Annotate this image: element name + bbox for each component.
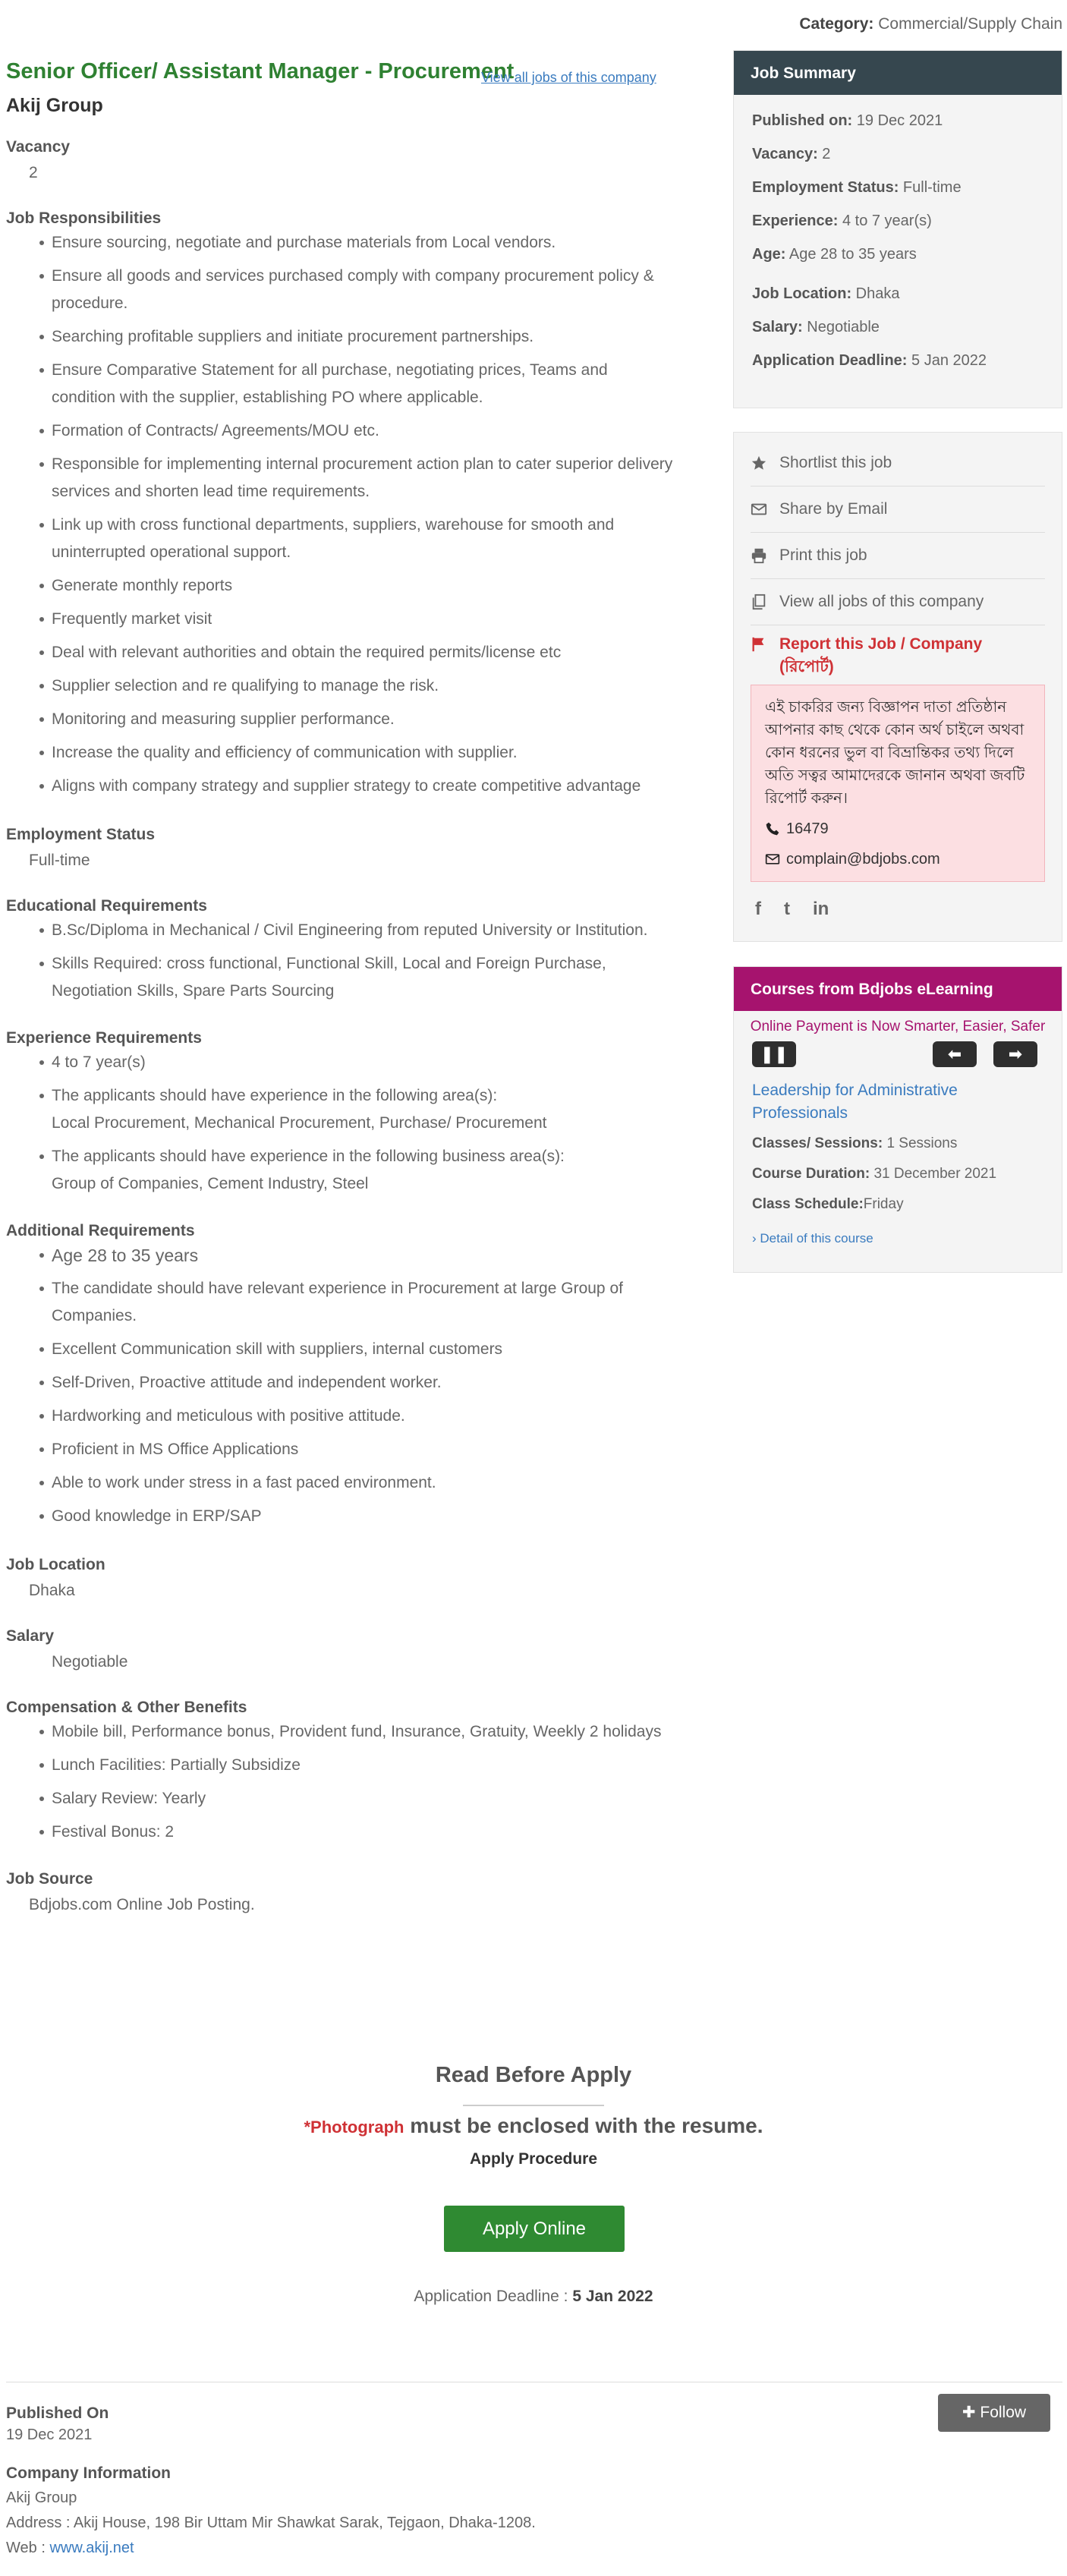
company-info-name: Akij Group <box>6 2489 77 2506</box>
list-item: Supplier selection and re qualifying to manage the risk. <box>6 672 674 700</box>
view-all-jobs-button[interactable]: View all jobs of this company <box>751 579 1045 625</box>
job-details <box>6 53 674 1914</box>
list-item: Generate monthly reports <box>6 572 674 600</box>
experience-list <box>6 1049 674 1198</box>
vacancy-heading: Vacancy <box>6 138 71 156</box>
salary-value: Negotiable <box>52 1653 128 1671</box>
benefits-heading: Compensation & Other Benefits <box>6 1699 247 1716</box>
additional-section <box>6 1222 674 1530</box>
list-item <box>6 1143 674 1198</box>
photograph-notice: *Photograph must be enclosed with the resume. <box>304 2114 763 2137</box>
experience-area-value: Local Procurement, Mechanical Procurement, Purchase/ Procurement <box>52 1114 547 1132</box>
chevron-right-icon: › <box>752 1231 757 1245</box>
envelope-icon <box>751 501 767 518</box>
list-item: Excellent Communication skill with suppliers, internal customers <box>6 1336 674 1363</box>
education-heading: Educational Requirements <box>6 897 207 915</box>
report-notice-text: এই চাকরির জন্য বিজ্ঞাপন দাতা প্রতিষ্ঠান আপনার কাছ থেকে কোন অর্থ চাইলে অথবা কোন ধরনের ভুল বা বিভ্রান্তিকর তথ্য দিলে অতি সত্বর আমাদেরকে জানান অথবা জবটি রিপোর্ট করুন। <box>765 699 1025 807</box>
list-item: 4 to 7 year(s) <box>6 1049 674 1076</box>
list-item: Good knowledge in ERP/SAP <box>6 1503 674 1530</box>
job-category: Category: Commercial/Supply Chain <box>799 15 1062 33</box>
report-notice-box <box>751 685 1045 882</box>
job-location-section <box>6 1556 674 1600</box>
list-item: Mobile bill, Performance bonus, Provident fund, Insurance, Gratuity, Weekly 2 holidays <box>6 1718 674 1746</box>
summary-row: Vacancy: 2 <box>752 146 831 162</box>
responsibilities-heading: Job Responsibilities <box>6 209 162 227</box>
apply-online-button[interactable]: Apply Online <box>444 2206 625 2252</box>
company-name: Akij Group <box>6 95 103 116</box>
list-item: Hardworking and meticulous with positive attitude. <box>6 1403 674 1430</box>
apply-procedure-heading: Apply Procedure <box>469 2150 598 2168</box>
list-item: Deal with relevant authorities and obtain the required permits/license etc <box>6 639 674 666</box>
company-website-link[interactable]: www.akij.net <box>49 2540 134 2556</box>
summary-row: Age: Age 28 to 35 years <box>752 246 917 263</box>
job-actions-panel <box>733 432 1062 942</box>
course-title-link[interactable]: Leadership for Administrative Professionals <box>752 1082 958 1122</box>
printer-icon <box>751 547 767 564</box>
list-item: Lunch Facilities: Partially Subsidize <box>6 1752 674 1779</box>
list-item: The candidate should have relevant experience in Procurement at large Group of Companies. <box>6 1275 674 1330</box>
envelope-icon <box>765 852 780 867</box>
experience-area-title: The applicants should have experience in the following area(s): <box>52 1087 498 1104</box>
additional-heading: Additional Requirements <box>6 1222 195 1239</box>
education-list <box>6 917 674 1005</box>
salary-section <box>6 1627 674 1671</box>
list-item: Ensure Comparative Statement for all purchase, negotiating prices, Teams and condition with the supplier, establishing PO where applicable. <box>6 357 674 411</box>
shortlist-job-button[interactable]: Shortlist this job <box>751 440 1045 487</box>
published-on-heading: Published On <box>6 2404 109 2422</box>
company-info-heading: Company Information <box>6 2464 172 2482</box>
job-source-section <box>6 1870 674 1914</box>
course-detail-link[interactable]: › Detail of this course <box>752 1231 873 1245</box>
experience-heading: Experience Requirements <box>6 1029 202 1047</box>
phone-icon <box>765 821 780 836</box>
responsibilities-list <box>6 229 674 800</box>
company-footer <box>6 2404 689 2561</box>
list-item: Self-Driven, Proactive attitude and independent worker. <box>6 1369 674 1397</box>
list-item: B.Sc/Diploma in Mechanical / Civil Engineering from reputed University or Institution. <box>6 917 674 944</box>
courses-promo: Online Payment is Now Smarter, Easier, Safer <box>750 1019 1046 1034</box>
list-item: Monitoring and measuring supplier performance. <box>6 706 674 733</box>
summary-row: Published on: 19 Dec 2021 <box>752 112 943 129</box>
course-schedule: Class Schedule:Friday <box>752 1196 904 1212</box>
course-meta <box>734 1125 1062 1213</box>
job-summary-list <box>734 95 1062 398</box>
twitter-icon[interactable]: t <box>784 899 790 919</box>
vacancy-value: 2 <box>29 164 38 181</box>
experience-business-value: Group of Companies, Cement Industry, Steel <box>52 1175 369 1192</box>
salary-heading: Salary <box>6 1627 55 1645</box>
carousel-controls <box>734 1038 1062 1073</box>
course-duration: Course Duration: 31 December 2021 <box>752 1166 997 1182</box>
summary-row: Salary: Negotiable <box>752 319 880 335</box>
list-item: Skills Required: cross functional, Functional Skill, Local and Foreign Purchase, Negotiation Skills, Spare Parts Sourcing <box>6 950 674 1005</box>
job-summary-panel <box>733 50 1062 408</box>
courses-panel <box>733 966 1062 1273</box>
job-location-heading: Job Location <box>6 1556 105 1573</box>
responsibilities-section <box>6 209 674 800</box>
employment-status-value: Full-time <box>29 852 90 869</box>
course-classes: Classes/ Sessions: 1 Sessions <box>752 1135 958 1151</box>
summary-row: Application Deadline: 5 Jan 2022 <box>752 352 987 369</box>
divider <box>463 2105 604 2106</box>
arrow-left-icon[interactable]: ⬅ <box>933 1041 977 1067</box>
job-location-value: Dhaka <box>29 1582 75 1599</box>
flag-icon <box>751 636 767 653</box>
list-item: Festival Bonus: 2 <box>6 1819 674 1846</box>
list-item <box>6 1082 674 1137</box>
summary-row: Experience: 4 to 7 year(s) <box>752 213 932 229</box>
star-icon <box>751 455 767 471</box>
job-source-value: Bdjobs.com Online Job Posting. <box>29 1896 255 1913</box>
report-email: complain@bdjobs.com <box>765 848 1031 871</box>
job-title: Senior Officer/ Assistant Manager - Procurement <box>6 59 515 83</box>
list-item: Responsible for implementing internal procurement action plan to cater superior delivery services and shorten lead time requirements. <box>6 451 674 505</box>
social-share <box>751 882 1045 920</box>
summary-row: Employment Status: Full-time <box>752 179 962 196</box>
vacancy-section <box>6 138 674 182</box>
view-all-jobs-link[interactable]: View all jobs of this company <box>481 70 656 85</box>
benefits-section <box>6 1699 674 1846</box>
education-section <box>6 897 674 1005</box>
pause-icon[interactable]: ❚❚ <box>752 1041 796 1067</box>
courses-heading: Courses from Bdjobs eLearning <box>734 967 1062 1011</box>
list-item: Formation of Contracts/ Agreements/MOU etc. <box>6 417 674 445</box>
share-by-email-button[interactable]: Share by Email <box>751 487 1045 533</box>
list-item: Link up with cross functional departments, suppliers, warehouse for smooth and uninterrupted operational support. <box>6 512 674 566</box>
list-item: Frequently market visit <box>6 606 674 633</box>
company-address: Address : Akij House, 198 Bir Uttam Mir Shawkat Sarak, Tejgaon, Dhaka-1208. <box>6 2515 536 2531</box>
summary-row: Job Location: Dhaka <box>752 285 900 302</box>
print-job-button[interactable]: Print this job <box>751 533 1045 579</box>
experience-section <box>6 1029 674 1198</box>
application-deadline: Application Deadline : 5 Jan 2022 <box>414 2288 653 2305</box>
list-item: Searching profitable suppliers and initiate procurement partnerships. <box>6 323 674 351</box>
linkedin-icon[interactable]: in <box>813 899 829 919</box>
list-item: Proficient in MS Office Applications <box>6 1436 674 1463</box>
list-item: Age 28 to 35 years <box>6 1242 674 1269</box>
benefits-list <box>6 1718 674 1846</box>
follow-button[interactable]: ✚ Follow <box>938 2394 1050 2432</box>
arrow-right-icon[interactable]: ➡ <box>993 1041 1037 1067</box>
list-item: Salary Review: Yearly <box>6 1785 674 1812</box>
additional-list <box>6 1242 674 1530</box>
job-source-heading: Job Source <box>6 1870 93 1888</box>
report-phone: 16479 <box>765 817 1031 840</box>
company-web: Web : www.akij.net <box>6 2540 134 2556</box>
read-before-apply-heading: Read Before Apply <box>435 2063 632 2087</box>
employment-status-heading: Employment Status <box>6 826 156 843</box>
plus-icon: ✚ <box>962 2404 976 2421</box>
list-item: Increase the quality and efficiency of communication with supplier. <box>6 739 674 767</box>
employment-status-section <box>6 826 674 870</box>
list-item: Ensure sourcing, negotiate and purchase materials from Local vendors. <box>6 229 674 257</box>
experience-business-title: The applicants should have experience in the following business area(s): <box>52 1148 565 1165</box>
list-item: Aligns with company strategy and supplier strategy to create competitive advantage <box>6 773 674 800</box>
report-job-button[interactable]: Report this Job / Company (রিপোর্ট) <box>751 625 1045 685</box>
list-item: Able to work under stress in a fast paced environment. <box>6 1469 674 1497</box>
list-item: Ensure all goods and services purchased comply with company procurement policy & procedure. <box>6 263 674 317</box>
copy-icon <box>751 594 767 610</box>
published-on-value: 19 Dec 2021 <box>6 2426 93 2443</box>
job-summary-heading: Job Summary <box>734 51 1062 95</box>
facebook-icon[interactable]: f <box>755 899 761 919</box>
